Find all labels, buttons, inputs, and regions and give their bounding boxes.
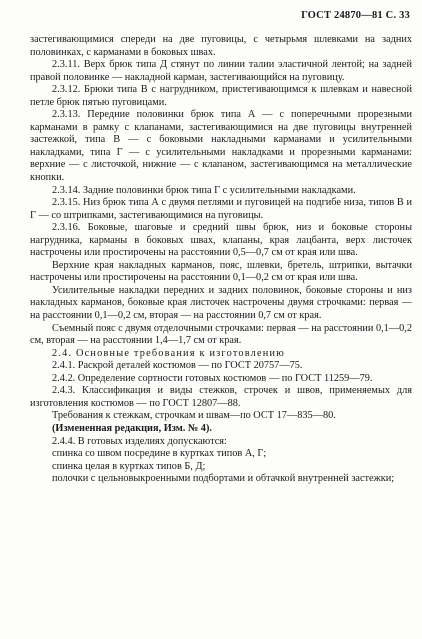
paragraph-2-3-14: 2.3.14. Задние половинки брюк типа Г с усилительными накладками. <box>52 184 356 196</box>
paragraph-removable-belt: Съемный пояс с двумя отделочными строчками: первая — на расстоянии 0,1—0,2 см, вторая — на расстоянии 1,4—1,7 см от края. <box>30 322 412 347</box>
paragraph-2-3-16: 2.3.16. Боковые, шаговые и средний швы брюк, низ и боковые стороны нагрудника, карманы в боковых швах, клапаны, края лацбанта, верх листочек настрочены или простирочены на расстоянии 0,5—0,7 см от края или шва. <box>30 222 412 259</box>
list-item-back-seam: спинка со швом посредине в куртках типов А, Г; <box>52 448 267 460</box>
paragraph-continuation: застегивающимися спереди на две пуговицы, с четырьмя шлевками на задних половинках, с карманами в боковых швах. <box>30 34 412 58</box>
list-item-fronts: полочки с цельновыкроенными подбортами и обтачкой внутренней застежки; <box>52 473 395 485</box>
list-item-back-solid: спинка целая в куртках типов Б, Д; <box>52 460 206 472</box>
paragraph-2-3-12: 2.3.12. Брюки типа В с нагрудником, пристегивающимся к шлевкам и навесной петле брюк пятью пуговицами. <box>30 84 412 108</box>
paragraph-2-4-3: 2.4.3. Классификация и виды стежков, строчек и швов, применяемых для изготовления костюмов — по ГОСТ 12807—88. <box>30 385 412 409</box>
paragraph-upper-edges: Верхние края накладных карманов, пояс, шлевки, бретель, штрипки, вытачки настрочены или простирочены на расстоянии 0,1—0,2 см от края или шва. <box>30 259 412 284</box>
paragraph-2-4-1: 2.4.1. Раскрой деталей костюмов — по ГОСТ 20757—75. <box>52 360 303 372</box>
page-header: ГОСТ 24870—81 С. 33 <box>301 10 410 21</box>
paragraph-reinforcing-patches: Усилительные накладки передних и задних половинок, боковые стороны и низ накладных карманов, боковые края листочек настрочены двумя строчками: первая — на расстоянии 0,1—0,2 см, вторая — на расстоянии 0,7 см от края. <box>30 284 412 322</box>
paragraph-2-3-13: 2.3.13. Передние половинки брюк типа А — с поперечными прорезными карманами в рамку с клапанами, застегивающимися на две пуговицы внутренней застежкой, типа В — с боковыми накладными карманами и усилительными накладками, типа Г — с усилительными накладками и прорезными карманами: верхние — с листочкой, нижние — с клапаном, застегивающимся на металлические кнопки. <box>30 109 412 184</box>
paragraph-amendment-note: (Измененная редакция, Изм. № 4). <box>52 422 212 434</box>
paragraph-2-4-4: 2.4.4. В готовых изделиях допускаются: <box>52 435 227 447</box>
paragraph-2-3-15: 2.3.15. Низ брюк типа А с двумя петлями и пуговицей на подгибе низа, типов В и Г — со штрипками, застегивающимися на пуговицы. <box>30 197 412 221</box>
paragraph-stitch-requirements: Требования к стежкам, строчкам и швам—по ОСТ 17—835—80. <box>52 410 336 422</box>
document-body <box>30 34 412 486</box>
paragraph-2-3-11: 2.3.11. Верх брюк типа Д стянут по линии талии эластичной лентой; на задней правой половинке — накладной карман, застегивающийся на пуговицу. <box>30 59 412 83</box>
section-heading-2-4: 2.4. Основные требования к изготовлению <box>52 347 286 359</box>
paragraph-2-4-2: 2.4.2. Определение сортности готовых костюмов — по ГОСТ 11259—79. <box>52 372 373 384</box>
